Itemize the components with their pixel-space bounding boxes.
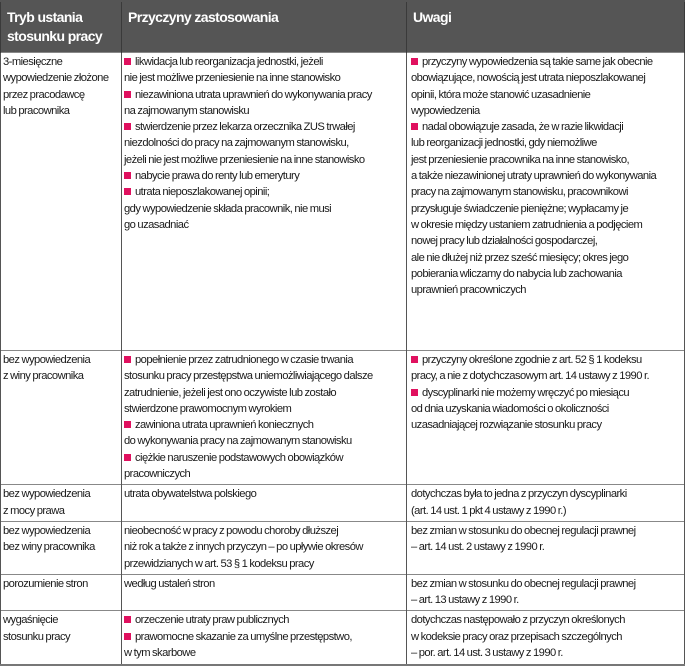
line-text: według ustaleń stron (124, 577, 215, 590)
note-line (411, 368, 682, 384)
table-row (1, 485, 685, 522)
line-text: lub reorganizacji jednostki, gdy niemożliwe (411, 137, 597, 150)
note-line (411, 503, 682, 519)
bullet-square-icon (124, 616, 131, 623)
line-text: zatrudnienie, jeżeli jest ono oczywiste lub zostało (124, 386, 337, 399)
table-row (1, 574, 685, 611)
line-text: bez zmian w stosunku do obecnej regulacji prawnej (411, 524, 636, 537)
line-text: przyczyny wypowiedzenia są takie same jak obecnie (422, 56, 653, 68)
reason-line (124, 539, 404, 555)
reason-line (124, 433, 404, 449)
reason-line (124, 103, 404, 119)
reason-line (124, 87, 404, 103)
line-text: nie jest możliwe przeniesienie na inne stanowisko (124, 72, 341, 85)
reasons-cell (122, 485, 407, 522)
line-text: – art. 13 ustawy z 1990 r. (411, 594, 519, 607)
line-text: prawomocne skazanie za umyślne przestępstwo, (135, 630, 352, 643)
table-row (1, 351, 685, 485)
note-line (411, 119, 682, 135)
mode-line: porozumienie stron (3, 577, 88, 590)
reason-line (124, 168, 404, 184)
reason-line (124, 417, 404, 433)
header-termination-mode (1, 1, 122, 53)
table-row (1, 611, 685, 665)
termination-mode-cell (1, 351, 122, 485)
reason-line (124, 576, 404, 592)
reason-line (124, 612, 404, 628)
reason-line (124, 523, 404, 539)
line-text: niż rok a także z innych przyczyn – po upływie okresów (124, 541, 363, 554)
bullet-square-icon (411, 356, 418, 363)
line-text: likwidacja lub reorganizacja jednostki, jeżeli (135, 56, 323, 68)
bullet-square-icon (124, 91, 131, 98)
reason-line (124, 217, 404, 233)
note-line (411, 352, 682, 368)
mode-line: 3-miesięczne (3, 56, 63, 68)
line-text: niezdolności do pracy na zajmowanym stanowisku, (124, 137, 349, 150)
line-text: pracowniczych (124, 468, 191, 481)
reasons-cell (122, 521, 407, 574)
line-text: utrata nieposzlakowanej opinii; (135, 186, 270, 199)
note-line (411, 87, 682, 103)
line-text: orzeczenie utraty praw publicznych (135, 614, 289, 627)
reasons-cell (122, 574, 407, 611)
note-line (411, 54, 682, 70)
reason-line (124, 556, 404, 572)
line-text: dotychczas następowało z przyczyn określonych (411, 614, 625, 627)
line-text: (art. 14 ust. 1 pkt 4 ustawy z 1990 r.) (411, 504, 566, 517)
note-line (411, 592, 682, 608)
note-line (411, 152, 682, 168)
termination-mode-cell (1, 521, 122, 574)
reason-line (124, 629, 404, 645)
reasons-cell (122, 351, 407, 485)
notes-cell (407, 521, 685, 574)
line-text: stwierdzone prawomocnym wyrokiem (124, 402, 292, 415)
line-text: gdy wypowiedzenie składa pracownik, nie musi (124, 202, 332, 215)
line-text: go uzasadniać (124, 218, 189, 231)
note-line (411, 539, 682, 555)
line-text: – por. art. 14 ust. 3 ustawy z 1990 r. (411, 647, 563, 660)
header-reasons (122, 1, 407, 53)
termination-mode-cell (1, 485, 122, 522)
mode-line: wygaśnięcie (3, 614, 58, 627)
line-text: uzasadniającej rozwiązanie stosunku pracy (411, 419, 602, 432)
note-line (411, 486, 682, 502)
line-text: stwierdzenie przez lekarza orzecznika ZUS trwałej (135, 121, 355, 134)
notes-cell (407, 53, 685, 351)
line-text: uprawnień pracowniczych (411, 284, 526, 297)
bullet-square-icon (124, 188, 131, 195)
line-text: dotychczas była to jedna z przyczyn dyscyplinarki (411, 488, 627, 501)
notes-cell (407, 611, 685, 665)
note-line (411, 184, 682, 200)
mode-line: bez winy pracownika (3, 541, 95, 554)
reason-line (124, 201, 404, 217)
line-text: ale nie dłużej niż przez sześć miesięcy; okres jego (411, 251, 629, 264)
notes-cell (407, 351, 685, 485)
line-text: jeżeli nie jest możliwe przeniesienie na inne stanowisko (124, 153, 365, 166)
note-line (411, 266, 682, 282)
line-text: nieobecność w pracy z powodu choroby dłuższej (124, 524, 339, 537)
line-text: wypowiedzenia (411, 104, 480, 117)
note-line (411, 70, 682, 86)
note-line (411, 217, 682, 233)
line-text: ciężkie naruszenie podstawowych obowiązków (135, 451, 343, 464)
reason-line (124, 119, 404, 135)
reason-line (124, 385, 404, 401)
note-line (411, 645, 682, 661)
line-text: pobierania wliczamy do nabycia lub zachowania (411, 267, 622, 280)
note-line (411, 103, 682, 119)
reason-line (124, 450, 404, 466)
line-text: nadal obowiązuje zasada, że w razie likwidacji (422, 121, 624, 134)
note-line (411, 401, 682, 417)
note-line (411, 168, 682, 184)
termination-mode-cell (1, 574, 122, 611)
bullet-square-icon (124, 172, 131, 179)
mode-line: z winy pracownika (3, 370, 84, 383)
note-line (411, 576, 682, 592)
line-text: przysługuje świadczenie pieniężne; wypłacamy je (411, 202, 629, 215)
bullet-square-icon (124, 421, 131, 428)
reasons-cell (122, 53, 407, 351)
header-line: Przyczyny zastosowania (128, 9, 279, 25)
line-text: do wykonywania pracy na zajmowanym stanowisku (124, 435, 352, 448)
reason-line (124, 352, 404, 368)
note-line (411, 233, 682, 249)
reason-line (124, 70, 404, 86)
note-line (411, 250, 682, 266)
mode-line: bez wypowiedzenia (3, 488, 91, 501)
reason-line (124, 135, 404, 151)
reason-line (124, 486, 404, 502)
note-line (411, 612, 682, 628)
line-text: a także niezawinionej utraty uprawnień do wykonywania (411, 170, 657, 183)
reason-line (124, 466, 404, 482)
line-text: dyscyplinarki nie możemy wręczyć po miesiącu (422, 386, 630, 399)
line-text: nowej pracy lub działalności gospodarczej, (411, 235, 598, 248)
note-line (411, 135, 682, 151)
reason-line (124, 401, 404, 417)
line-text: stosunku pracy przestępstwa uniemożliwiającego dalsze (124, 370, 373, 383)
mode-line: stosunku pracy (3, 630, 71, 643)
header-row (1, 1, 685, 53)
line-text: niezawiniona utrata uprawnień do wykonywania pracy (135, 88, 372, 101)
line-text: przyczyny określone zgodnie z art. 52 § 1 kodeksu (422, 354, 642, 366)
line-text: od dnia uzyskania wiadomości o okoliczności (411, 402, 609, 415)
bullet-square-icon (124, 356, 131, 363)
line-text: nabycie prawa do renty lub emerytury (135, 170, 300, 183)
line-text: zawiniona utrata uprawnień koniecznych (135, 419, 314, 432)
line-text: przewidzianych w art. 53 § 1 kodeksu pracy (124, 557, 314, 570)
bullet-square-icon (124, 58, 131, 65)
mode-line: bez wypowiedzenia (3, 354, 91, 366)
header-line: Uwagi (413, 9, 452, 25)
line-text: w tym skarbowe (124, 647, 196, 660)
line-text: popełnienie przez zatrudnionego w czasie trwania (135, 354, 353, 366)
mode-line: bez wypowiedzenia (3, 524, 91, 537)
line-text: pracy, a nie z dotychczasowym art. 14 ustawy z 1990 r. (411, 370, 650, 383)
mode-line: przez pracodawcę (3, 88, 85, 101)
bullet-square-icon (124, 454, 131, 461)
note-line (411, 629, 682, 645)
table-row (1, 53, 685, 351)
header-notes (407, 1, 685, 53)
bullet-square-icon (124, 633, 131, 640)
reason-line (124, 54, 404, 70)
reason-line (124, 184, 404, 200)
reason-line (124, 152, 404, 168)
termination-mode-cell (1, 53, 122, 351)
note-line (411, 201, 682, 217)
line-text: w okresie między ustaniem zatrudnienia a podjęciem (411, 218, 643, 231)
notes-cell (407, 485, 685, 522)
header-line: Tryb ustania (7, 9, 83, 25)
note-line (411, 282, 682, 298)
mode-line: lub pracownika (3, 104, 70, 117)
bullet-square-icon (411, 123, 418, 130)
line-text: utrata obywatelstwa polskiego (124, 488, 257, 501)
reason-line (124, 368, 404, 384)
header-line: stosunku pracy (7, 28, 103, 44)
line-text: jest przeniesienie pracownika na inne stanowisko, (411, 153, 630, 166)
line-text: w kodeksie pracy oraz przepisach szczególnych (411, 630, 622, 643)
line-text: na zajmowanym stanowisku (124, 104, 250, 117)
reason-line (124, 645, 404, 661)
note-line (411, 523, 682, 539)
mode-line: wypowiedzenie złożone (3, 72, 109, 85)
termination-mode-cell (1, 611, 122, 665)
line-text: opinii, która może stanowić uzasadnienie (411, 88, 591, 101)
line-text: pracy na zajmowanym stanowisku, pracownikowi (411, 186, 628, 199)
line-text: bez zmian w stosunku do obecnej regulacji prawnej (411, 577, 636, 590)
bullet-square-icon (411, 58, 418, 65)
bullet-square-icon (124, 123, 131, 130)
line-text: – art. 14 ust. 2 ustawy z 1990 r. (411, 541, 545, 554)
note-line (411, 385, 682, 401)
note-line (411, 417, 682, 433)
mode-line: z mocy prawa (3, 504, 65, 517)
bullet-square-icon (411, 389, 418, 396)
table-row (1, 521, 685, 574)
notes-cell (407, 574, 685, 611)
reasons-cell (122, 611, 407, 665)
line-text: obowiązujące, nowością jest utrata nieposzlakowanej (411, 72, 646, 85)
